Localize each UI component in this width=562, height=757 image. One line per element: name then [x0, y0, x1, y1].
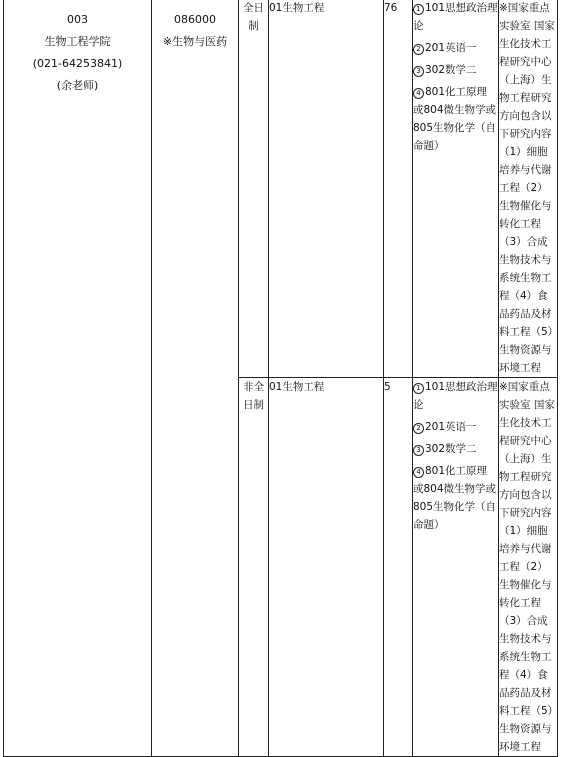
study-mode-line: 非全 [243, 381, 264, 393]
exam-subject-text: 101思想政治理论 [413, 2, 498, 32]
table-row [4, 0, 558, 378]
major-cell [152, 0, 239, 757]
exam-subject-text: 801化工原理 或804微生物学或805生物化学（自命题） [413, 465, 497, 531]
exam-subject [413, 39, 498, 57]
exam-subject-text: 101思想政治理论 [413, 381, 498, 411]
circled-number-icon: 4 [413, 88, 424, 99]
circled-number-icon: 2 [413, 423, 424, 434]
circled-number-icon: 1 [413, 383, 424, 394]
circled-number-icon: 3 [413, 66, 424, 77]
quota-cell [384, 0, 413, 378]
direction-cell [269, 0, 384, 378]
exam-subject-text: 201英语一 [425, 42, 477, 54]
study-mode-line: 日制 [243, 399, 264, 411]
circled-number-icon: 3 [413, 445, 424, 456]
study-mode-cell [239, 0, 269, 378]
enrollment-quota: 76 [384, 2, 398, 14]
exam-subject [413, 440, 498, 458]
exam-subject [413, 83, 498, 155]
exam-subject-text: 302数学二 [425, 64, 477, 76]
direction-cell [269, 378, 384, 757]
exam-subject [413, 0, 498, 35]
circled-number-icon: 4 [413, 467, 424, 478]
unit-cell [4, 0, 152, 757]
exam-subject [413, 378, 498, 414]
remarks-cell [499, 378, 558, 757]
exam-subjects-cell [413, 378, 499, 757]
remarks-text: ※国家重点实验室 国家生化技术工程研究中心（上海）生物工程研究方向包含以下研究内容（1）细胞培养与代谢工程（2）生物催化与转化工程（3）合成生物技术与系统生物工程（4）食品药品及材料工程（5）生物资源与环境工程 [499, 2, 555, 374]
research-direction: 01生物工程 [269, 381, 325, 393]
unit-contact: (余老师) [56, 79, 99, 92]
exam-subjects-cell [413, 0, 499, 378]
unit-name: 生物工程学院 [44, 35, 111, 48]
unit-phone: (021-64253841) [32, 57, 123, 70]
exam-subject [413, 61, 498, 79]
remarks-text: ※国家重点实验室 国家生化技术工程研究中心（上海）生物工程研究方向包含以下研究内容（1）细胞培养与代谢工程（2）生物催化与转化工程（3）合成生物技术与系统生物工程（4）食品药品及材料工程（5）生物资源与环境工程 [499, 381, 555, 753]
exam-subject [413, 462, 498, 534]
research-direction: 01生物工程 [269, 2, 325, 14]
unit-code: 003 [67, 13, 88, 26]
study-mode-line: 全日 [243, 2, 264, 14]
exam-subject-text: 201英语一 [425, 421, 477, 433]
major-name: ※生物与医药 [162, 35, 228, 48]
admissions-table [3, 0, 558, 757]
exam-subject-text: 801化工原理 或804微生物学或805生物化学（自命题） [413, 86, 497, 152]
circled-number-icon: 2 [413, 44, 424, 55]
study-mode-line: 制 [248, 20, 259, 32]
quota-cell [384, 378, 413, 757]
remarks-cell [499, 0, 558, 378]
circled-number-icon: 1 [413, 4, 424, 15]
exam-subject-text: 302数学二 [425, 443, 477, 455]
enrollment-quota: 5 [384, 381, 391, 393]
study-mode-cell [239, 378, 269, 757]
major-code: 086000 [174, 13, 216, 26]
exam-subject [413, 418, 498, 436]
